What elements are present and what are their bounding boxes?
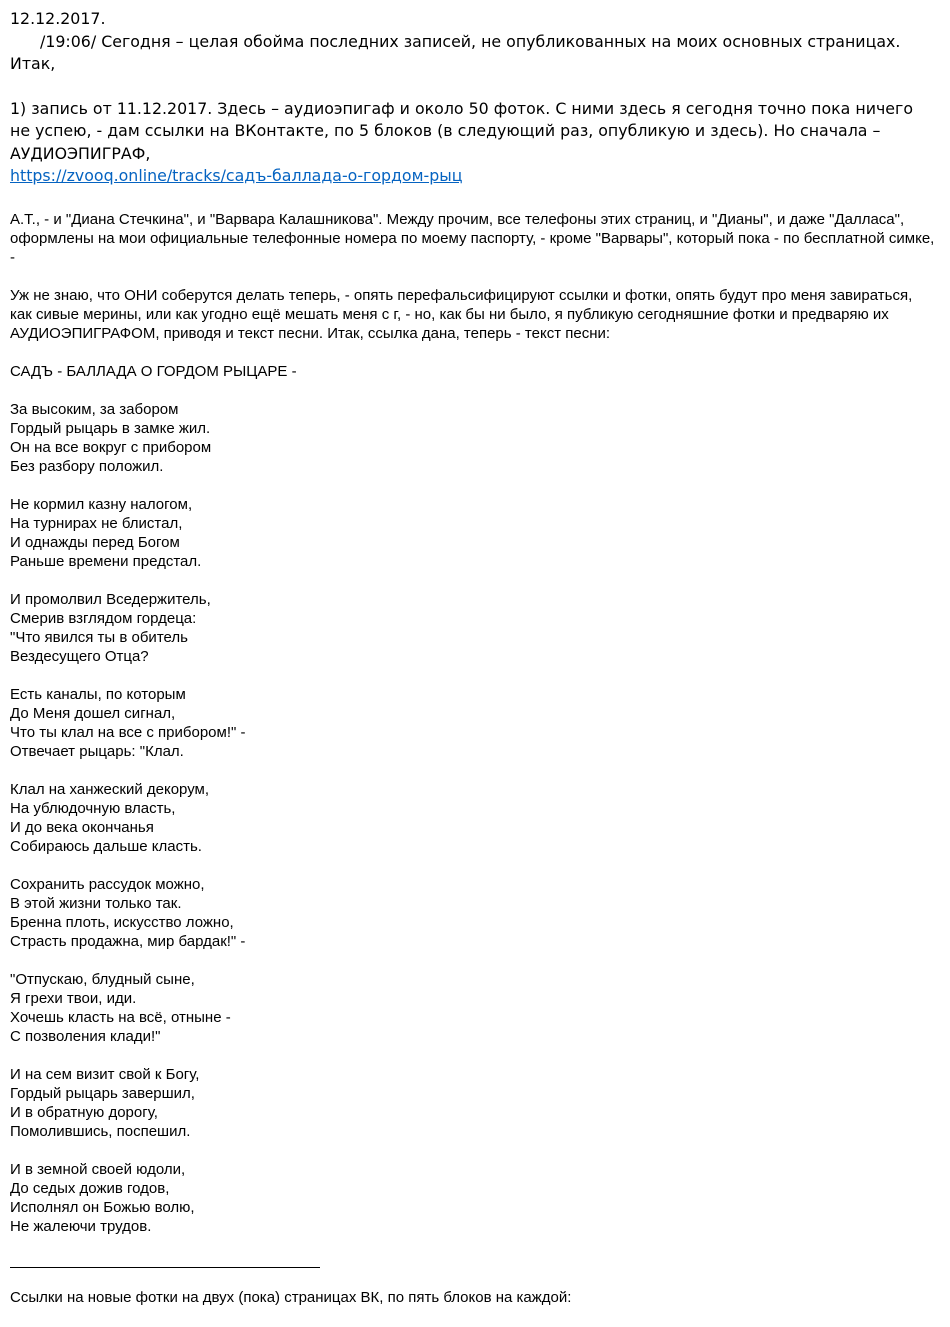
stanza <box>10 1065 935 1141</box>
lyric-line: На турнирах не блистал, <box>10 514 183 532</box>
lyric-line: Я грехи твои, иди. <box>10 989 137 1007</box>
lyric-line: И однажды перед Богом <box>10 533 180 551</box>
lyric-line: Отвечает рыцарь: "Клал. <box>10 742 184 760</box>
stanza <box>10 1160 935 1236</box>
lyric-line: И до века окончанья <box>10 818 154 836</box>
track-link-line <box>10 165 935 188</box>
lyric-line: И на сем визит свой к Богу, <box>10 1065 200 1083</box>
lyric-line: Бренна плоть, искусство ложно, <box>10 913 234 931</box>
lyric-line: Исполнял он Божью волю, <box>10 1198 195 1216</box>
entry-paragraph: 1) запись от 11.12.2017. Здесь – аудиоэпигаф и около 50 фоток. С ними здесь я сегодня точно пока ничего не успею, - дам ссылки на ВКонтакте, по 5 блоков (в следующий раз, опубликую и здесь). Но сначала – АУДИОЭПИГРАФ, <box>10 98 913 163</box>
lyric-line: Гордый рыцарь в замке жил. <box>10 419 211 437</box>
lyric-line: Хочешь класть на всё, отныне - <box>10 1008 231 1026</box>
song-title: САДЪ - БАЛЛАДА О ГОРДОМ РЫЦАРЕ - <box>10 362 297 380</box>
lyric-line: За высоким, за забором <box>10 400 179 418</box>
stanza <box>10 685 935 761</box>
lyric-line: Не жалеючи трудов. <box>10 1217 152 1235</box>
stanza <box>10 970 935 1046</box>
lyric-line: Помолившись, поспешил. <box>10 1122 191 1140</box>
lyric-line: И в обратную дорогу, <box>10 1103 158 1121</box>
lyric-line: Страсть продажна, мир бардак!" - <box>10 932 246 950</box>
lyric-line: Сохранить рассудок можно, <box>10 875 205 893</box>
song-lyrics <box>10 400 935 1236</box>
lyric-line: С позволения клади!" <box>10 1027 161 1045</box>
lyric-line: Клал на ханжеский декорум, <box>10 780 210 798</box>
lyric-line: Смерив взглядом гордеца: <box>10 609 197 627</box>
lyric-line: И промолвил Вседержитель, <box>10 590 211 608</box>
lyric-line: Раньше времени предстал. <box>10 552 202 570</box>
lyric-line: Не кормил казну налогом, <box>10 495 193 513</box>
track-link[interactable]: https://zvooq.online/tracks/садъ-баллада-о-гордом-рыц <box>10 166 463 185</box>
lyric-line: "Что явился ты в обитель <box>10 628 188 646</box>
lyric-line: "Отпускаю, блудный сыне, <box>10 970 195 988</box>
lyric-line: Что ты клал на все с прибором!" - <box>10 723 246 741</box>
stanza <box>10 780 935 856</box>
lyric-line: Вездесущего Отца? <box>10 647 149 665</box>
intro-line: /19:06/ Сегодня – целая обойма последних записей, не опубликованных на моих основных страницах. <box>40 31 901 51</box>
itak-line: Итак, <box>10 54 56 73</box>
lyric-line: Есть каналы, по которым <box>10 685 186 703</box>
lyric-line: На ублюдочную власть, <box>10 799 176 817</box>
vk-links-caption: Ссылки на новые фотки на двух (пока) страницах ВК, по пять блоков на каждой: <box>10 1288 572 1306</box>
photos-paragraph: Уж не знаю, что ОНИ соберутся делать теперь, - опять перефальсифицируют ссылки и фотки, опять будут про меня завираться, как сивые мерины, или как угодно ещё мешать меня с г, - но, как бы ни было, я публикую сегодняшние фотки и предваряю их АУДИОЭПИГРАФОМ, приводя и текст песни. Итак, ссылка дана, теперь - текст песни: <box>10 286 913 342</box>
stanza <box>10 590 935 666</box>
stanza <box>10 875 935 951</box>
pages-paragraph: А.Т., - и "Диана Стечкина", и "Варвара Калашникова". Между прочим, все телефоны этих страниц, и "Дианы", и даже "Далласа", оформлены на мои официальные телефонные номера по моему паспорту, - кроме "Варвары", который пока - по бесплатной симке, - <box>10 210 935 266</box>
lyric-line: В этой жизни только так. <box>10 894 182 912</box>
lyric-line: До седых дожив годов, <box>10 1179 170 1197</box>
lyric-line: Собираюсь дальше класть. <box>10 837 202 855</box>
stanza <box>10 495 935 571</box>
document-page <box>10 8 935 1307</box>
stanza <box>10 400 935 476</box>
lyric-line: Гордый рыцарь завершил, <box>10 1084 195 1102</box>
lyric-line: До Меня дошел сигнал, <box>10 704 176 722</box>
lyric-line: Без разбору положил. <box>10 457 164 475</box>
lyric-line: Он на все вокруг с прибором <box>10 438 212 456</box>
lyric-line: И в земной своей юдоли, <box>10 1160 186 1178</box>
date-heading: 12.12.2017. <box>10 9 106 28</box>
